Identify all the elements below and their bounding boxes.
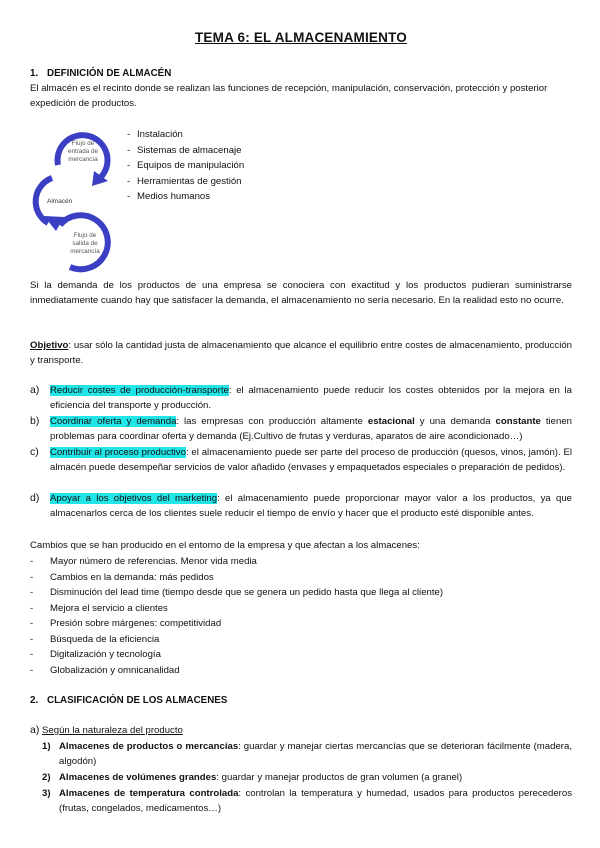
- section1-heading: [30, 66, 572, 81]
- section2-number: 2.: [30, 695, 39, 706]
- section1-number: 1.: [30, 68, 39, 79]
- definition-paragraph: El almacén es el recinto donde se realizan las funciones de recepción, manipulación, conservación, protección y posterior expedición de productos.: [30, 83, 548, 110]
- objective-text: : usar sólo la cantidad justa de almacenamiento que alcance el equilibrio entre costes de almacenamiento, producción y transporte.: [30, 340, 572, 367]
- classification-item-2: 2) Almacenes de volúmenes grandes: guardar y manejar productos de gran volumen (a granel): [42, 772, 463, 783]
- objective-item-a: a) Reducir costes de producción-transporte: el almacenamiento puede reducir los costes obtenidos por la mejora en la eficiencia del transporte y producción.: [30, 384, 572, 412]
- objective-item-c: c) Contribuir al proceso productivo: el almacenamiento puede ser parte del proceso de producción (quesos, vinos, jamón). El almacén puede desempeñar servicios de valor añadido (envases y empaquetados especiales o preparación de pedidos).: [30, 446, 572, 474]
- classification-item-1: 1) Almacenes de productos o mercancías: guardar y manejar ciertas mercancías que se deterioran fácilmente (madera, algodón): [42, 741, 573, 768]
- diagram-top-text-1: Flujo de: [71, 140, 95, 147]
- objective-paragraph: [30, 338, 572, 369]
- diagram-middle-text: Almacén: [47, 198, 73, 205]
- list-item: - Búsqueda de la eficiencia: [30, 633, 160, 645]
- changes-list: [30, 554, 572, 678]
- diagram-top-text-3: mercancía: [68, 156, 98, 163]
- list-item: - Digitalización y tecnología: [30, 649, 161, 660]
- section2-subheading: a) Según la naturaleza del producto: [30, 724, 183, 736]
- changes-intro: Cambios que se han producido en el entorno de la empresa y que afectan a los almacenes:: [30, 540, 420, 551]
- classification-item-3: 3) Almacenes de temperatura controlada: controlan la temperatura y humedad, usados para productos perecederos (frutas, congelados, medicamentos…): [42, 788, 572, 815]
- diagram-bottom-text-3: mercancía: [70, 248, 100, 255]
- list-item: - Presión sobre márgenes: competitividad: [30, 618, 222, 629]
- list-item: - Cambios en la demanda: más pedidos: [30, 571, 214, 583]
- page-title: TEMA 6: EL ALMACENAMIENTO: [194, 30, 407, 45]
- list-item: - Globalización y omnicanalidad: [30, 664, 180, 676]
- list-item: - Equipos de manipulación: [127, 160, 245, 171]
- section2-heading: [30, 693, 572, 708]
- list-item: - Instalación: [127, 129, 183, 140]
- diagram-bottom-text-2: salida de: [72, 240, 98, 247]
- list-item: - Sistemas de almacenaje: [127, 144, 242, 156]
- section1-heading-text: DEFINICIÓN DE ALMACÉN: [47, 68, 172, 79]
- list-item: - Medios humanos: [127, 191, 211, 202]
- diagram-top-text-2: entrada de: [67, 148, 99, 155]
- objective-label: Objetivo: [30, 340, 69, 351]
- warehouse-elements-list: [127, 127, 244, 205]
- list-item: - Mayor número de referencias. Menor vida media: [30, 556, 257, 567]
- objective-item-d: d) Apoyar a los objetivos del marketing: el almacenamiento puede proporcionar mayor valor a los productos, ya que almacenarlos cerca de los clientes suele reducir el tiempo de envío y hacer que el producto esté disponible antes.: [30, 492, 572, 520]
- list-item: - Mejora el servicio a clientes: [30, 602, 168, 614]
- demand-paragraph: Si la demanda de los productos de una empresa se conociera con exactitud y los productos pudieran suministrarse inmediatamente cuando hay que satisfacer la demanda, el almacenamiento no sería necesario. En la realidad esto no ocurre.: [30, 280, 572, 307]
- objective-item-b: b) Coordinar oferta y demanda: las empresas con producción altamente estacional y una demanda constante tienen problemas para coordinar oferta y demanda (Ej.Cultivo de frutas y verduras, aparatos de aire acondicionado…): [30, 415, 572, 443]
- list-item: - Herramientas de gestión: [127, 175, 242, 187]
- list-item: - Disminución del lead time (tiempo desde que se genera un pedido hasta que llega al cliente): [30, 587, 444, 598]
- diagram-bottom-text-1: Flujo de: [73, 232, 97, 239]
- flow-diagram-svg: [30, 128, 130, 273]
- subheading-text: Según la naturaleza del producto: [42, 725, 183, 736]
- flow-diagram: [30, 128, 130, 273]
- section2-heading-text: CLASIFICACIÓN DE LOS ALMACENES: [47, 695, 228, 706]
